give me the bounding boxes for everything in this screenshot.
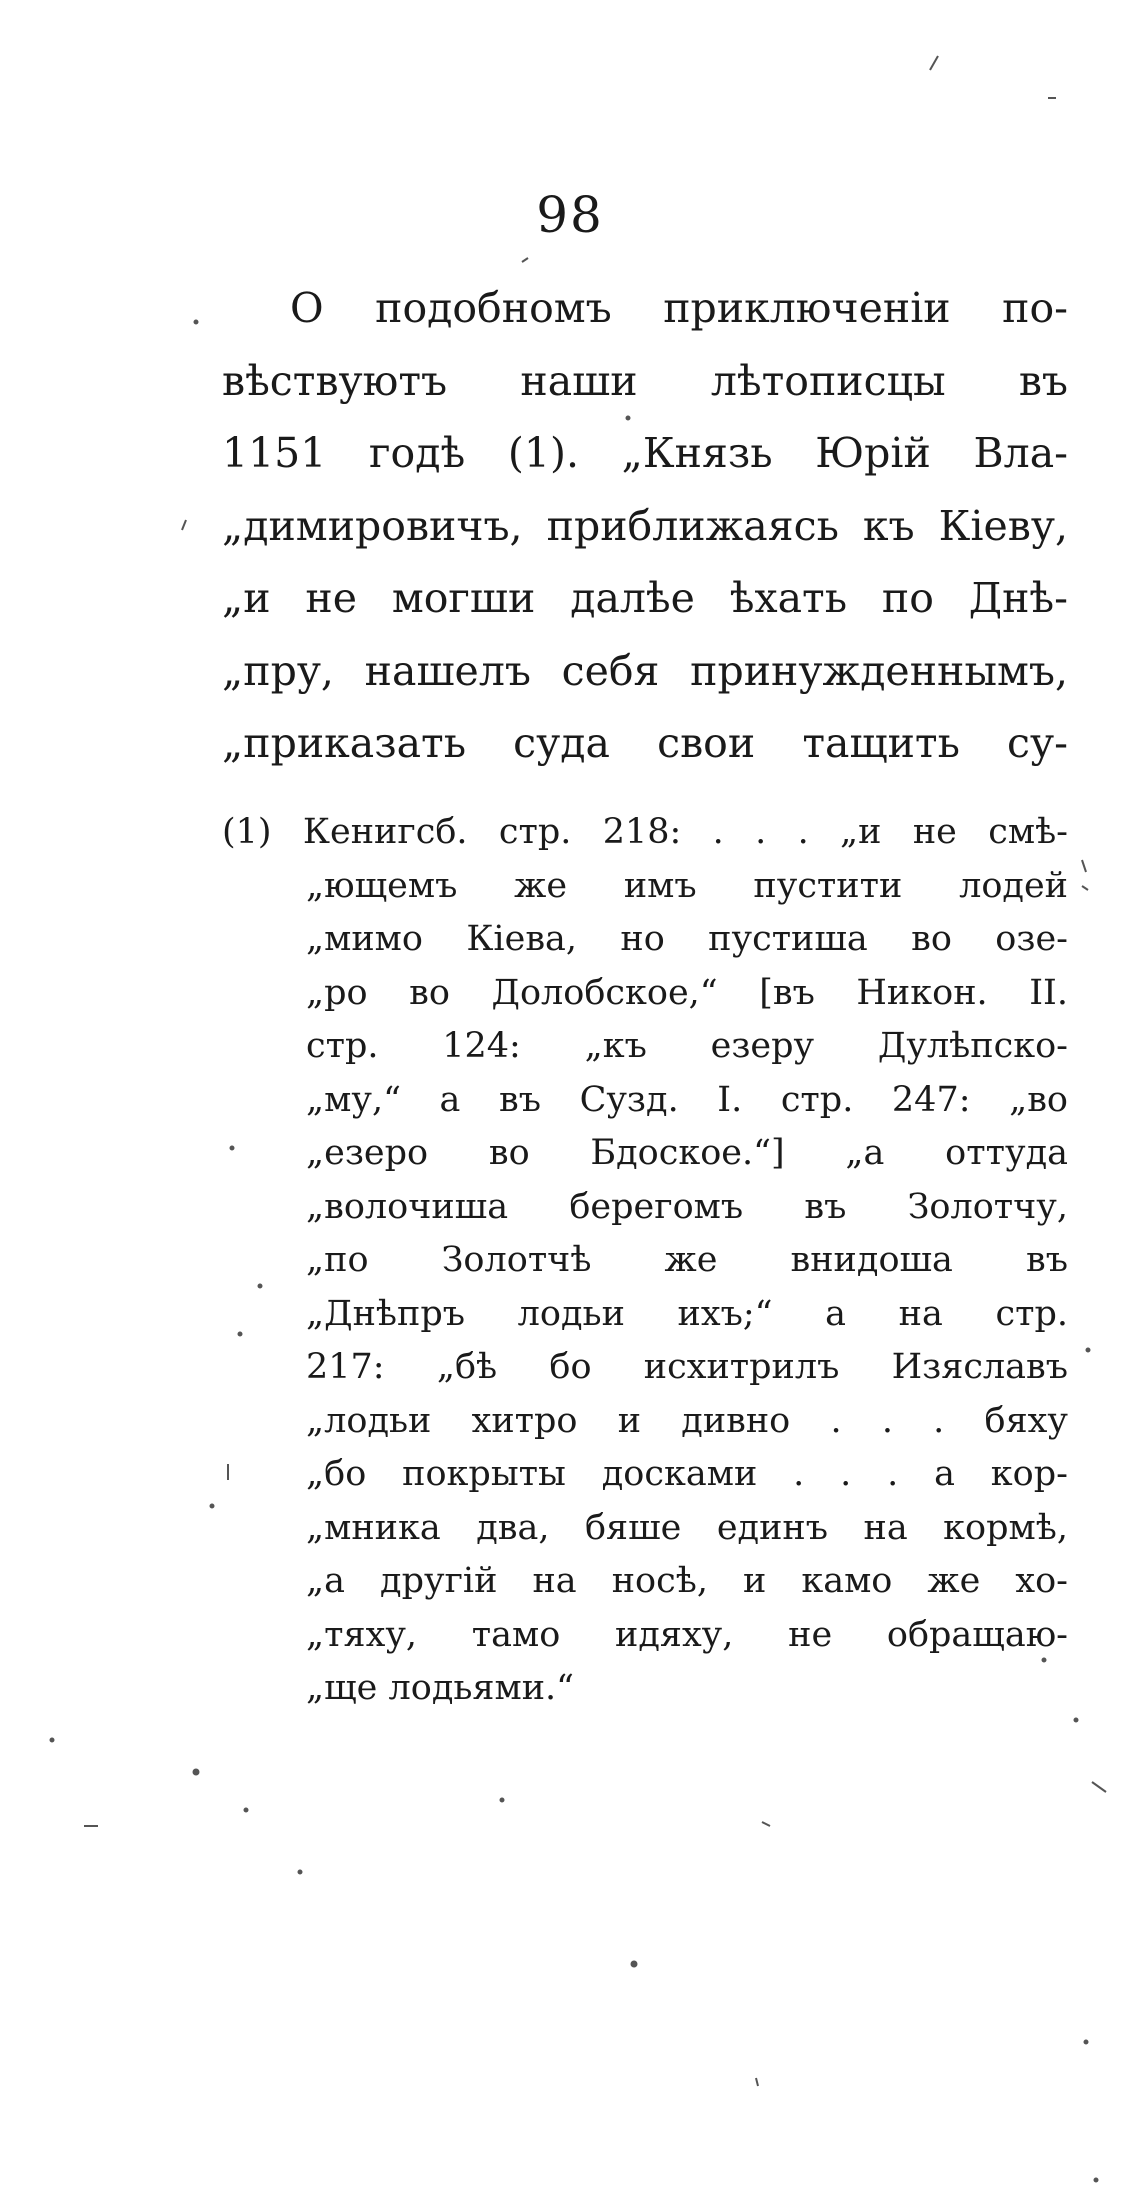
- footnote-line: „ро во Долобское,“ [въ Никон. II.: [306, 972, 1068, 1013]
- footnote-line: „му,“ а въ Сузд. I. стр. 247: „во: [306, 1079, 1068, 1120]
- footnote-line: 217: „бѣ бо исхитрилъ Изяславъ: [306, 1347, 1068, 1387]
- footnote-line: „а другій на носѣ, и камо же хо-: [306, 1561, 1068, 1601]
- footnote-line: „по Золотчѣ же внидоша въ: [306, 1240, 1068, 1280]
- text-line: „димировичъ, приближаясь къ Кіеву,: [222, 501, 1068, 550]
- footnote-line: „волочиша берегомъ въ Золотчу,: [306, 1186, 1068, 1227]
- footnote-line: „езеро во Бдоское.“] „а оттуда: [306, 1133, 1068, 1173]
- main-paragraph: [222, 272, 1068, 780]
- footnote-line: „бо покрыты досками . . . а кор-: [306, 1454, 1068, 1494]
- footnote-line: „Днѣпръ лодьи ихъ;“ а на стр.: [306, 1293, 1068, 1334]
- footnote-line: „тяху, тамо идяху, не обращаю-: [306, 1614, 1068, 1655]
- footnote-line: „мника два, бяше единъ на кормѣ,: [306, 1507, 1068, 1548]
- text-line: 1151 годѣ (1). „Князь Юрій Вла-: [222, 429, 1068, 477]
- text-line: О подобномъ приключеніи по-: [290, 284, 1068, 332]
- footnote-line: (1) Кенигсб. стр. 218: . . . „и не смѣ-: [222, 812, 1068, 852]
- footnote-line: „ще лодьями.“: [306, 1668, 575, 1708]
- page-number: 98: [536, 186, 604, 244]
- footnote-line: „ющемъ же имъ пустити лодей: [306, 865, 1068, 906]
- text-line: „пру, нашелъ себя принужденнымъ,: [222, 646, 1068, 695]
- text-line: вѣствуютъ наши лѣтописцы въ: [222, 356, 1068, 405]
- text-line: „и не могши далѣе ѣхать по Днѣ-: [222, 574, 1068, 622]
- footnote-line: „лодьи хитро и дивно . . . бяху: [306, 1400, 1068, 1441]
- footnote-line: „мимо Кіева, но пустиша во озе-: [306, 919, 1068, 959]
- footnote: [222, 806, 1068, 1716]
- text-line: „приказать суда свои тащить су-: [222, 719, 1068, 767]
- footnote-line: стр. 124: „къ езеру Дулѣпско-: [306, 1026, 1068, 1066]
